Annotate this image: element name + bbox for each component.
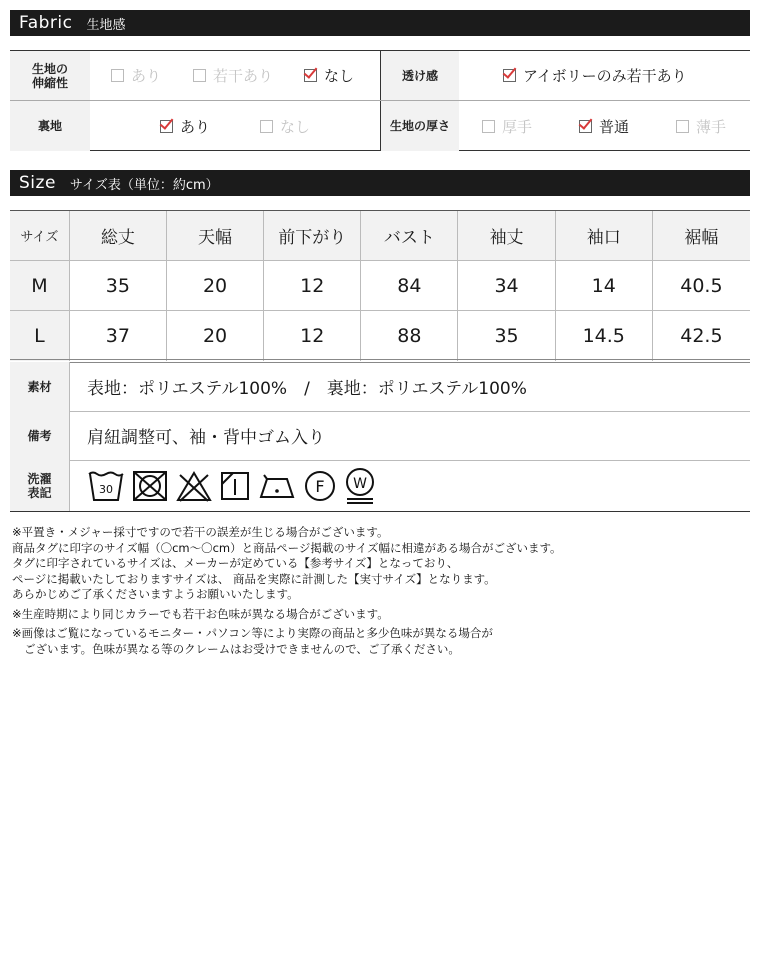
disclaimer-line: タグに印字されているサイズは、メーカーが定めている【参考サイズ】となっており、 [12, 556, 459, 570]
fabric-subtitle: 生地感 [86, 17, 126, 33]
header-cell: 総丈 [70, 211, 167, 260]
value-cell: 37 [70, 311, 167, 361]
wash-icons [70, 460, 377, 511]
checked-checkbox-icon [304, 69, 317, 82]
stretch-option-yes: あり [111, 51, 161, 100]
header-cell: サイズ [10, 211, 70, 260]
stretch-option-slight: 若干あり [193, 51, 273, 100]
no-tumble-dry-icon [131, 469, 169, 503]
size-cell: L [10, 311, 70, 361]
value-cell: 14.5 [556, 311, 653, 361]
size-subtitle: サイズ表（単位：約cm） [69, 177, 219, 193]
svg-text:W: W [353, 475, 367, 492]
wash-30-icon [87, 469, 125, 503]
iron-low-icon [257, 469, 297, 503]
disclaimer-line: ページに掲載いたしておりますサイズは、 商品を実際に計測した【実寸サイズ】となります。 [12, 571, 496, 586]
table-row [10, 261, 750, 311]
lining-option-no: なし [260, 101, 310, 151]
value-cell: 12 [264, 311, 361, 361]
header-cell: 袖丈 [458, 211, 555, 260]
wash-label: 洗濯 表記 [10, 460, 70, 511]
wash-row [10, 460, 750, 512]
thickness-option-normal: 普通 [579, 101, 629, 151]
value-cell: 14 [556, 261, 653, 310]
disclaimer-line: ※生産時期により同じカラーでも若干お色味が異なる場合がございます。 [12, 606, 389, 621]
disclaimer-notes [12, 525, 752, 657]
checked-checkbox-icon [160, 120, 173, 133]
disclaimer-line: 商品タグに印字のサイズ幅（〇cm〜〇cm）と商品ページ掲載のサイズ幅に相違がある場合がございます。 [12, 540, 562, 555]
disclaimer-line: あらかじめご了承くださいますようお願いいたします。 [12, 587, 299, 601]
fabric-title: Fabric [19, 13, 73, 33]
value-cell: 20 [167, 261, 264, 310]
stretch-label: 生地の 伸縮性 [10, 51, 90, 100]
value-cell: 84 [361, 261, 458, 310]
value-cell: 12 [264, 261, 361, 310]
svg-text:F: F [315, 476, 325, 496]
checkbox-icon [193, 69, 206, 82]
value-cell: 88 [361, 311, 458, 361]
checkbox-icon [260, 120, 273, 133]
value-cell: 35 [458, 311, 555, 361]
svg-text:30: 30 [99, 482, 113, 496]
value-cell: 20 [167, 311, 264, 361]
stretch-option-none: なし [304, 51, 354, 100]
header-cell: 天幅 [167, 211, 264, 260]
checkbox-icon [111, 69, 124, 82]
checkbox-icon [676, 120, 689, 133]
fabric-section-header [10, 10, 750, 36]
material-row [10, 362, 750, 412]
disclaimer-line: ※平置き・メジャー採寸ですので若干の誤差が生じる場合がございます。 [12, 525, 389, 539]
thickness-option-thick: 厚手 [482, 101, 532, 151]
size-table [10, 210, 750, 347]
value-cell: 35 [70, 261, 167, 310]
line-dry-shade-icon [219, 469, 251, 503]
lining-label: 裏地 [10, 101, 90, 151]
no-bleach-icon [175, 469, 213, 503]
header-cell: 前下がり [264, 211, 361, 260]
value-cell: 40.5 [680, 274, 723, 297]
material-label: 素材 [10, 362, 70, 411]
fabric-row-stretch-sheer [10, 51, 750, 101]
material-value: 表地：ポリエステル100% / 裏地：ポリエステル100% [87, 379, 527, 399]
table-row [10, 311, 750, 361]
wet-clean-w-icon [343, 467, 377, 505]
sheer-option: アイボリーのみ若干あり [503, 51, 687, 100]
dry-clean-f-icon [303, 469, 337, 503]
value-cell: 34 [458, 261, 555, 310]
size-table-header-row [10, 211, 750, 261]
size-section-header [10, 170, 750, 196]
checked-checkbox-icon [503, 69, 516, 82]
value-cell: 42.5 [680, 325, 723, 347]
header-cell: バスト [361, 211, 458, 260]
fabric-table [10, 50, 750, 151]
thickness-option-thin: 薄手 [676, 101, 726, 151]
checkbox-icon [482, 120, 495, 133]
size-cell: M [10, 261, 70, 310]
thickness-label: 生地の厚さ [381, 101, 459, 151]
checked-checkbox-icon [579, 120, 592, 133]
notes-label: 備考 [10, 411, 70, 460]
notes-row [10, 411, 750, 461]
disclaimer-line: ございます。色味が異なる等のクレームはお受けできませんので、ご了承ください。 [24, 641, 460, 656]
header-cell: 袖口 [556, 211, 653, 260]
header-cell: 裾幅 [653, 211, 750, 260]
lining-option-yes: あり [160, 101, 210, 151]
fabric-row-lining-thickness [10, 101, 750, 151]
size-title: Size [19, 173, 56, 193]
disclaimer-line: ※画像はご覧になっているモニター・パソコン等により実際の商品と多少色味が異なる場合が [12, 626, 493, 640]
notes-value: 肩紐調整可、袖・背中ゴム入り [87, 428, 325, 448]
sheer-label: 透け感 [381, 51, 459, 100]
